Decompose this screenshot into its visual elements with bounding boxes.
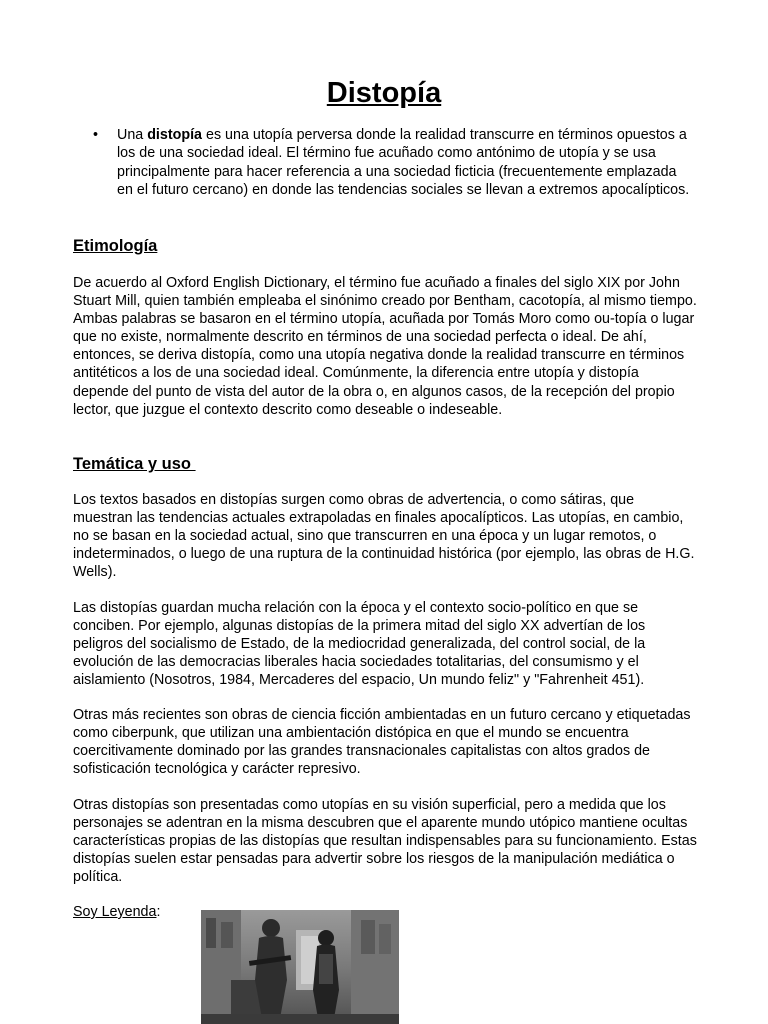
intro-bold-term: distopía: [147, 127, 203, 143]
caption-label: Soy Leyenda: [73, 904, 157, 920]
image-caption: [73, 903, 160, 921]
paragraph-etimologia: De acuerdo al Oxford English Dictionary, el término fue acuñado a finales del siglo XIX por John Stuart Mill, quien también empleaba el sinónimo creado por Bentham, cacotopía, al mismo tiempo. Ambas palabras se basaron en el término utopía, acuñada por Tomás Moro como ou-topía o lugar que no existe, normalmente descrito en términos de una sociedad perfecta o ideal. De ahí, entonces, se deriva distopía, como una utopía negativa donde la realidad transcurre en términos antitéticos a los de una sociedad ideal. Comúnmente, la diferencia entre utopía y distopía depende del punto de vista del autor de la obra o, en algunos casos, de la recepción del propio lector, que juzgue el contexto descrito como deseable o indeseable.: [73, 275, 697, 418]
paragraph-tematica-2: Las distopías guardan mucha relación con la época y el contexto socio-político en que se conciben. Por ejemplo, algunas distopías de la primera mitad del siglo XX advertían de los peligros del socialismo de Estado, de la mediocridad generalizada, del control social, de la evolución de las democracias liberales hacia sociedades totalitarias, del consumismo y el aislamiento (Nosotros, 1984, Mercaderes del espacio, Un mundo feliz" y "Fahrenheit 451).: [73, 600, 646, 689]
paragraph-tematica-1: Los textos basados en distopías surgen como obras de advertencia, o como sátiras, que muestran las tendencias actuales extrapoladas en finales apocalípticos. Las utopías, en cambio, no se basan en la sociedad actual, sino que transcurren en una época y un lugar remotos, o indeterminados, o luego de una ruptura de la continuidad histórica (por ejemplo, las obras de H.G. Wells).: [73, 492, 695, 581]
intro-text: es una utopía perversa donde la realidad transcurre en términos opuestos a los de una sociedad ideal. El término fue acuñado como antónimo de utopía y se usa principalmente para hacer referencia a una sociedad ficticia (frecuentemente emplazada en el futuro cercano) en donde las tendencias sociales se llevan a extremos apocalípticos.: [117, 127, 690, 199]
street-scene-illustration: [201, 910, 399, 1024]
intro-list-item: [73, 126, 693, 200]
movie-still-photo: [201, 910, 399, 1024]
paragraph-tematica-4: Otras distopías son presentadas como utopías en su visión superficial, pero a medida que los personajes se adentran en la misma descubren que el aparente mundo utópico mantiene ocultas características propias de las distopías que resultan indispensables para su funcionamiento. Estas distopías suelen estar pensadas para advertir sobre los riesgos de la manipulación mediática o política.: [73, 797, 697, 886]
bullet-icon: •: [93, 127, 99, 143]
paragraph-tematica-3: Otras más recientes son obras de ciencia ficción ambientadas en un futuro cercano y etiquetadas como ciberpunk, que utilizan una ambientación distópica en que el mundo se encuentra coercitivamente dominado por las grandes transnacionales capitalistas con altos grados de sofisticación tecnológica y carácter represivo.: [73, 707, 691, 778]
intro-list: [73, 126, 693, 200]
section-heading-etimologia: Etimología: [73, 237, 158, 255]
caption-suffix: :: [156, 904, 161, 920]
page-title: Distopía: [326, 77, 442, 109]
intro-prefix: Una: [117, 127, 148, 143]
section-heading-tematica: Temática y uso: [73, 455, 196, 473]
